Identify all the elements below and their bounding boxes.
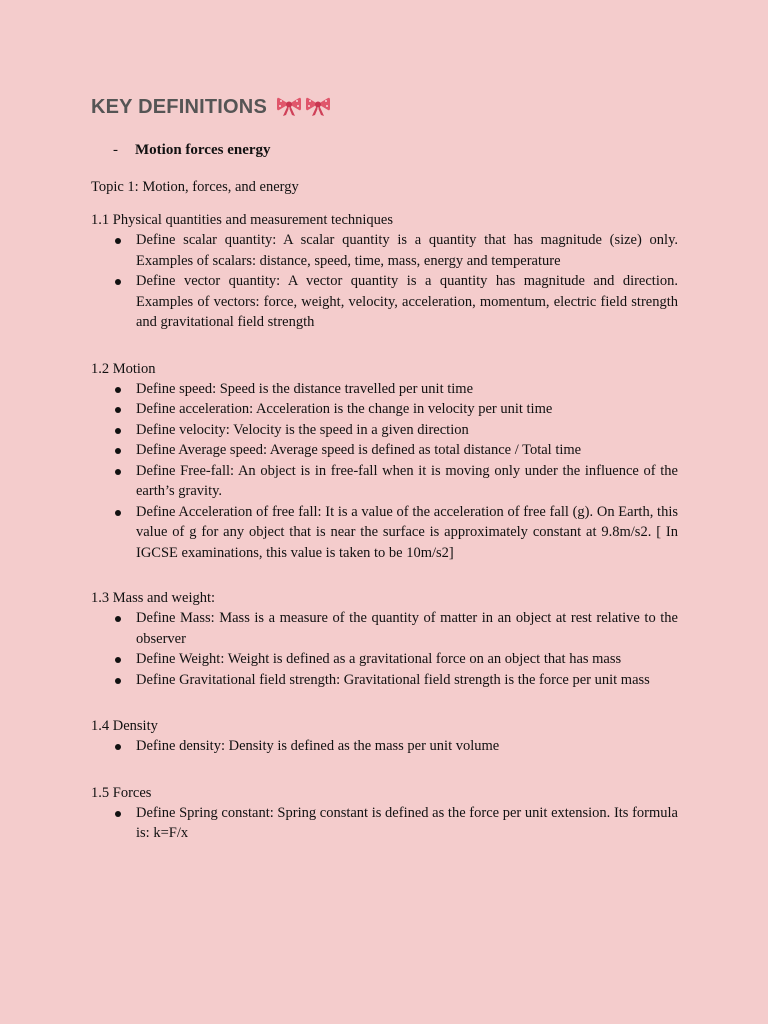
page-title-text: KEY DEFINITIONS	[91, 96, 267, 118]
list-item-text: Define Weight: Weight is defined as a gravitational force on an object that has mass	[136, 651, 622, 667]
bow-icon	[276, 95, 302, 117]
subtitle-text: Motion forces energy	[135, 142, 271, 158]
list-item-text: Define Average speed: Average speed is defined as total distance / Total time	[136, 442, 582, 458]
section-heading: 1.1 Physical quantities and measurement techniques	[91, 212, 394, 228]
list-item-text: Define velocity: Velocity is the speed in a given direction	[136, 421, 469, 438]
bullet-icon	[115, 657, 121, 663]
list-item	[91, 379, 678, 400]
list-item	[91, 608, 678, 649]
bullet-icon	[115, 238, 121, 244]
subtitle-line	[113, 140, 678, 160]
list-item-text: Define acceleration: Acceleration is the change in velocity per unit time	[136, 401, 553, 417]
list-item	[91, 803, 678, 844]
list-item-text: Define speed: Speed is the distance travelled per unit time	[136, 380, 474, 397]
list-item-text: Define density: Density is defined as the mass per unit volume	[136, 738, 500, 754]
list-item	[91, 649, 678, 670]
list-item	[91, 461, 678, 502]
list-item	[91, 502, 678, 564]
list-item	[91, 230, 678, 271]
list-item-text: Define Gravitational field strength: Gravitational field strength is the force per unit mass	[136, 671, 650, 688]
list-item-text: Define Free-fall: An object is in free-fall when it is moving only under the influence of the earth’s gravity.	[136, 462, 678, 499]
list-item	[91, 420, 678, 441]
subtitle-dash: -	[113, 142, 118, 158]
list-item	[91, 271, 678, 333]
section-heading: 1.2 Motion	[91, 360, 156, 377]
list-item	[91, 440, 678, 461]
bullet-icon	[115, 428, 121, 434]
definition-list	[91, 379, 678, 564]
definition-list	[91, 803, 678, 844]
list-item-text: Define vector quantity: A vector quantity is a quantity has magnitude and direction. Examples of vectors: force, weight, velocity, acceleration, momentum, electric field strength and gravitational field strength	[136, 273, 678, 330]
list-item	[91, 399, 678, 420]
definition-list	[91, 608, 678, 690]
list-item-text: Define Spring constant: Spring constant is defined as the force per unit extension. Its formula is: k=F/x	[136, 804, 678, 841]
bullet-icon	[115, 616, 121, 622]
list-item	[91, 670, 678, 691]
section-heading: 1.5 Forces	[91, 784, 152, 801]
bullet-icon	[115, 811, 121, 817]
definition-list	[91, 230, 678, 333]
list-item-text: Define Acceleration of free fall: It is a value of the acceleration of free fall (g). On Earth, this value of g for any object that is near the surface is approximately constant at 9.8m/s2. [ In IGCSE examinations, this value is taken to be 10m/s2]	[136, 503, 678, 561]
bow-icon	[305, 95, 331, 117]
bullet-icon	[115, 469, 121, 475]
list-item-text: Define scalar quantity: A scalar quantity is a quantity that has magnitude (size) only. Examples of scalars: distance, speed, time, mass, energy and temperature	[136, 232, 678, 269]
bullet-icon	[115, 387, 121, 393]
bullet-icon	[115, 510, 121, 516]
bullet-icon	[115, 744, 121, 750]
bullet-icon	[115, 448, 121, 454]
topic-heading: Topic 1: Motion, forces, and energy	[91, 179, 299, 195]
list-item-text: Define Mass: Mass is a measure of the quantity of matter in an object at rest relative to the observer	[136, 610, 678, 647]
section-heading: 1.3 Mass and weight:	[91, 590, 216, 606]
bullet-icon	[115, 407, 121, 413]
bullet-icon	[115, 678, 121, 684]
section-heading: 1.4 Density	[91, 718, 158, 734]
page-title	[91, 92, 678, 122]
list-item	[91, 736, 678, 757]
bullet-icon	[115, 279, 121, 285]
definition-list	[91, 736, 678, 757]
